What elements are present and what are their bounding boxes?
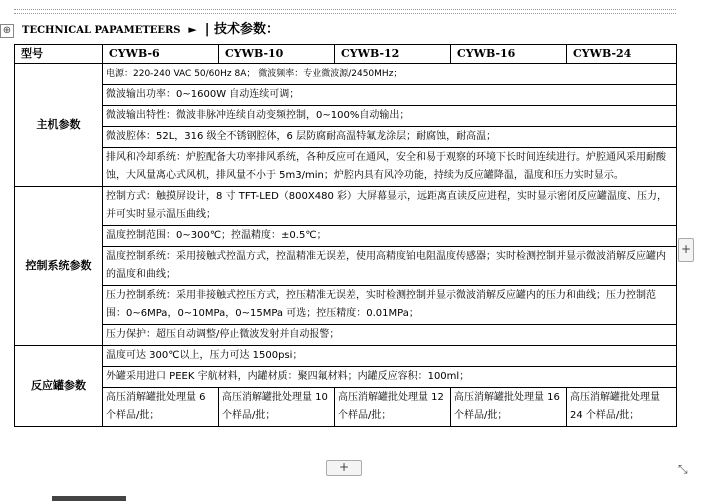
table-cell: 温度控制范围：0~300℃；控温精度：±0.5℃； — [103, 226, 677, 247]
table-cell: 微波腔体：52L，316 级全不锈钢腔体，6 层防腐耐高温特氟龙涂层；耐腐蚀，耐高温； — [103, 127, 677, 148]
table-row — [15, 106, 677, 127]
header-cell-cywb-12: CYWB-12 — [335, 45, 451, 64]
top-dotted-rule — [14, 9, 676, 10]
table-resize-icon[interactable]: ⤡ — [678, 462, 688, 476]
table-row — [15, 85, 677, 106]
table-cell: 排风和冷却系统：炉腔配备大功率排风系统，各种反应可在通风，安全和易于观察的环境下长时间连续进行。炉腔通风采用耐酸蚀，大风量离心式风机，排风量不小于 5m3/min；炉腔内具有风冷功能，持续为反应罐降温，温度和压力实时显示。 — [103, 148, 677, 187]
header-cell-cywb-6: CYWB-6 — [103, 45, 219, 64]
group-label-vessel: 反应罐参数 — [15, 346, 103, 427]
table-row — [15, 64, 677, 85]
header-cell-cywb-16: CYWB-16 — [451, 45, 567, 64]
table-row — [15, 286, 677, 325]
capacity-cell-cywb-10: 高压消解罐批处理量 10 个样品/批； — [219, 388, 335, 427]
table-cell: 温度控制系统：采用接触式控温方式，控温精准无误差，使用高精度铂电阻温度传感器；实时检测控制并显示微波消解反应罐内的温度和曲线； — [103, 247, 677, 286]
table-row — [15, 325, 677, 346]
group-label-control: 控制系统参数 — [15, 187, 103, 346]
table-row — [15, 127, 677, 148]
table-cell: 微波输出特性：微波非脉冲连续自动变频控制，0~100%自动输出； — [103, 106, 677, 127]
add-column-button[interactable]: + — [678, 238, 694, 262]
table-row — [15, 247, 677, 286]
table-row-capacity — [15, 388, 677, 427]
table-cell: 外罐采用进口 PEEK 宇航材料，内罐材质：聚四氟材料；内罐反应容积：100ml； — [103, 367, 677, 388]
table-cell: 压力保护：超压自动调整/停止微波发射并自动报警； — [103, 325, 677, 346]
table-cell: 控制方式：触摸屏设计，8 寸 TFT-LED（800X480 彩）大屏幕显示，远距离直读反应进程，实时显示密闭反应罐温度、压力，并可实时显示温压曲线； — [103, 187, 677, 226]
table-move-handle-icon[interactable]: ⊕ — [0, 24, 14, 38]
capacity-cell-cywb-16: 高压消解罐批处理量 16 个样品/批； — [451, 388, 567, 427]
table-cell: 温度可达 300℃以上，压力可达 1500psi； — [103, 346, 677, 367]
capacity-cell-cywb-12: 高压消解罐批处理量 12 个样品/批； — [335, 388, 451, 427]
capacity-cell-cywb-6: 高压消解罐批处理量 6 个样品/批； — [103, 388, 219, 427]
spec-table — [14, 44, 677, 427]
section-heading — [22, 20, 279, 40]
table-header-row — [15, 45, 677, 64]
table-row — [15, 346, 677, 367]
table-row — [15, 367, 677, 388]
heading-chinese: | 技术参数： — [204, 22, 279, 37]
add-row-button[interactable]: + — [326, 460, 362, 476]
table-row — [15, 226, 677, 247]
heading-english: TECHNICAL PAPAMETEERS — [22, 25, 181, 36]
arrow-icon: ► — [188, 23, 197, 36]
table-cell: 电源：220-240 VAC 50/60Hz 8A； 微波频率：专业微波源/2450MHz； — [103, 64, 677, 85]
table-row — [15, 148, 677, 187]
footer-bar — [52, 496, 126, 501]
group-label-host: 主机参数 — [15, 64, 103, 187]
table-cell: 微波输出功率：0~1600W 自动连续可调； — [103, 85, 677, 106]
header-cell-cywb-24: CYWB-24 — [567, 45, 677, 64]
header-cell-model: 型号 — [15, 45, 103, 64]
capacity-cell-cywb-24: 高压消解罐批处理量 24 个样品/批； — [567, 388, 677, 427]
header-cell-cywb-10: CYWB-10 — [219, 45, 335, 64]
top-dotted-rule-2 — [14, 13, 676, 14]
table-row — [15, 187, 677, 226]
table-cell: 压力控制系统：采用非接触式控压方式，控压精准无误差，实时检测控制并显示微波消解反应罐内的压力和曲线；压力控制范围：0~6MPa，0~10MPa，0~15MPa 可选；控压精度：0.01MPa； — [103, 286, 677, 325]
